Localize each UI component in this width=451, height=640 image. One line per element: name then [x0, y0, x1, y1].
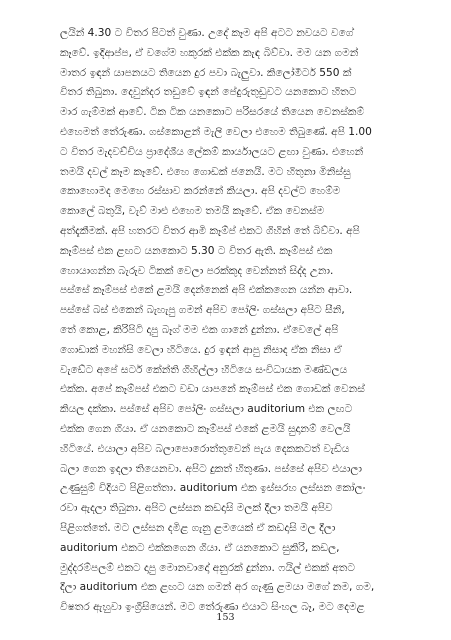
text-line: මාතර ඉඳන් යාපනයට තියෙන දුර පවා බැලුවා. කිලෝමීටර් 550 ක්: [60, 66, 352, 79]
text-line: කෑවේ. ඉදිආප්ප, ඒ වගේම හකුරක් එක්ක කැඳ බිව්වා. මම යන ගමන්: [60, 46, 359, 59]
text-line: මුද්දරම්පලම් එකට දාපු මොනවාදෝ අනුරක් දුන්නා. ෆයිල් එකක් අතට: [60, 561, 355, 574]
text-line: පස්සේ බස් එකෙන් බැහැපු ගමන් අපිව පෝලිං ගස්සලා අපිට සීනි,: [60, 304, 345, 317]
text-line: එහෙමත් තේරුණා. ගස්කොළන් මැලි වෙලා එහෙම තිබුණේ. අපි 1.00: [60, 125, 372, 138]
text-line: විතර තිබුනා. දෙවුන්දර තඩුවේ ඉඳන් පේදුරුතුඩුවට යනකොට හිතට: [60, 86, 357, 99]
text-line: කොලේ බතුයි, වැව් මාළු එහෙම තමයි කෑවේ. ඒක වෙනස්ම: [60, 205, 325, 218]
text-line: කොහොමද මෙහෙ රස්සාව කරන්නේ කියලා. අපි දවල්ට හෙම්ම: [60, 185, 341, 198]
text-line: උණුසුම් විදියට පිළිගත්තා. auditorium එක ඉස්සරහ ලස්සන කෝලං: [60, 482, 366, 495]
text-line: පිළිගත්තේ. මට ලස්සන දමිළ ගැනු ළමයෙක් ඒ කඩදාසි මල දීලා: [60, 521, 336, 534]
text-line: පස්සේ කෑම්පස් එකේ ළමයි දෙන්නෙක් අපි එක්කගෙන යන්න ආවා.: [60, 284, 353, 297]
text-line: කෑම්පස් එක ළඟට යනකොට 5.30 ට විතර ඇති. කෑම්පස් එක: [60, 244, 333, 257]
page-number: 153: [216, 612, 235, 623]
text-line: ලයින් 4.30 ට විතර පිටත් වුණා. උදේ කෑම අපි අටට නවයට වගේ: [60, 27, 354, 39]
body-text: [60, 24, 390, 618]
text-line: මාර ගැම්මක් ආවේ. ටික ටික යනකොට පරිසරයේ තියෙන වෙනස්කම්: [60, 106, 365, 119]
text-line: ගොඩාක් මහන්සි වෙලා හිටියෙ. දුර ඉඳන් ආපු නිසාද ඒක නිසා ඒ: [60, 343, 342, 356]
text-line: වැඩේට අපේ සර්ට කේන්ති ගිහිල්ලා හිටියෙ සංවිධායක මණ්ඩලය: [60, 363, 348, 376]
text-line: දීලා auditorium එක ළඟට යන ගමන් අර ගැණු ළමයා මගේ නම, ගම,: [60, 581, 375, 594]
text-line: තේ කොළ, කිරිපිටි දාපු බෑග් මම එක ගානේ දුන්නා. ඒවෙලේ අපි: [60, 323, 339, 336]
text-line: බලා ගෙන ඉදලා තියෙනවා. අපිට දුකත් හිතුණා. පස්සේ අපිව එයාලා: [60, 462, 362, 475]
text-line: හොයාගන්න බැරුව ටිකක් වෙලා පරක්කුද වෙන්නත් සිද්ද උනා.: [60, 264, 334, 277]
text-line: රවා ඇදලා තිබුනා. අපිට ලස්සන කඩදාසි මලක් දීලා තමයි අපිව: [60, 502, 333, 515]
text-line: විෂතර ඇහුවා ඉංග්‍රීසියෙන්. මට තේරුණා එයාට සිංහල බෑ, මට දෙමළ: [60, 601, 365, 614]
text-line: අත්දැකීමක්. අපි හතරට විතර ආමි කෑම්ප් එකට ගිහින් තේ බිව්වා. අපි: [60, 224, 360, 237]
text-line: හිටියේ. එයාලා අපිව බලාපොරොත්තුවෙන් පැය දෙකකටත් වැඩිය: [60, 442, 350, 455]
text-line: කියල දක්කා. පස්සේ අපිව පෝලිං ගස්සලා auditorium එක ලඟට: [60, 403, 353, 416]
text-line: auditorium එකට එක්කගෙන ගියා. ඒ යනකොට සුකිරි, කඩල,: [60, 541, 340, 554]
text-line: එක්ක ගෙන ගියා. ඒ යනකොට කෑම්පස් එකේ ළමයි සුදානම් වෙලයි: [60, 422, 351, 435]
text-line: එක්ක. අපේ කෑම්පස් එකට වඩා යාපනේ කෑම්පස් එක ගොඩක් වෙනස්: [60, 383, 365, 396]
text-line: ට විතර මැදවච්චිය ප්‍රාදේශීය ලේකම් කාර්යාලයට ළඟා වුණා. එහෙන්: [60, 145, 364, 158]
text-line: තමයි දවල් කෑම කෑවේ. එහෙ ගොඩක් ජනෙයි. මට හිතුනා මිනිස්සු: [60, 165, 351, 178]
